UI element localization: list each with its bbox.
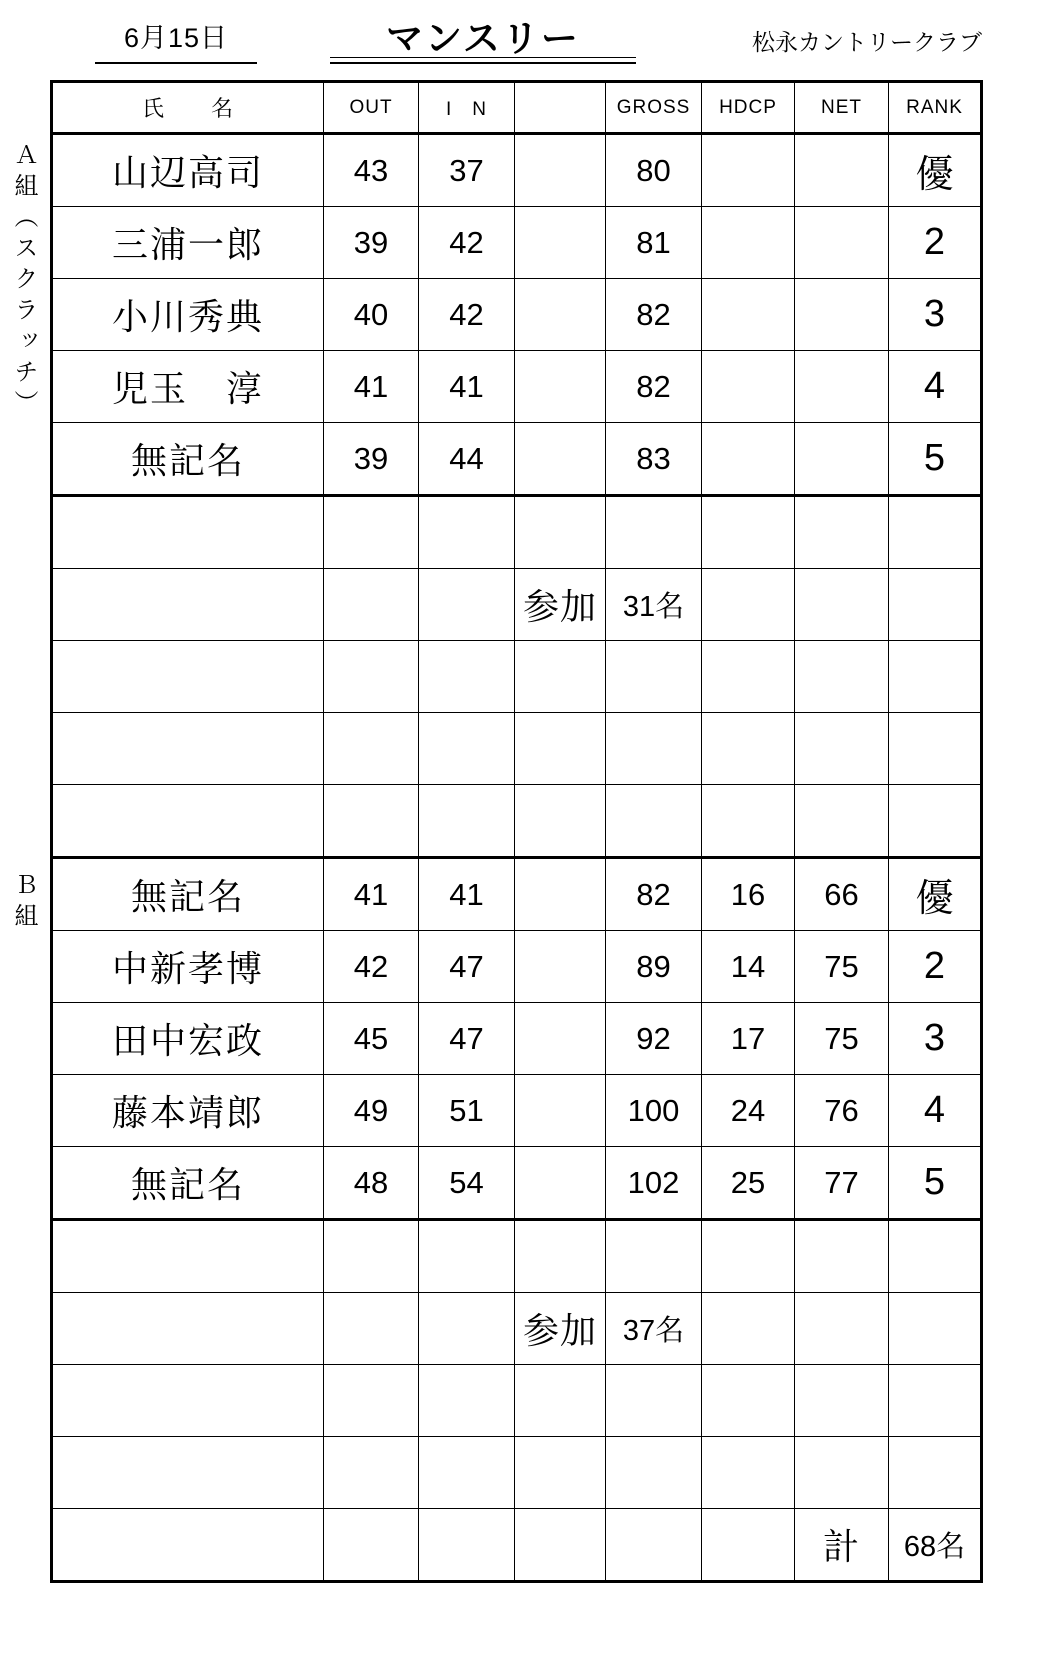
cell-blank bbox=[515, 1509, 606, 1582]
cell-out bbox=[324, 785, 419, 858]
cell-hdcp bbox=[702, 569, 795, 641]
cell-net bbox=[795, 1220, 889, 1293]
column-header-net: NET bbox=[795, 82, 889, 134]
cell-gross: 37名 bbox=[606, 1293, 702, 1365]
cell-net: 66 bbox=[795, 858, 889, 931]
cell-out bbox=[324, 641, 419, 713]
cell-out bbox=[324, 1293, 419, 1365]
cell-net bbox=[795, 423, 889, 496]
table-row bbox=[52, 858, 982, 931]
column-header-hdcp: HDCP bbox=[702, 82, 795, 134]
cell-name: 中新孝博 bbox=[52, 931, 324, 1003]
cell-net bbox=[795, 207, 889, 279]
cell-name: 三浦一郎 bbox=[52, 207, 324, 279]
cell-gross bbox=[606, 496, 702, 569]
column-header-name: 氏 名 bbox=[52, 82, 324, 134]
cell-net: 計 bbox=[795, 1509, 889, 1582]
cell-net bbox=[795, 569, 889, 641]
group-b-label: Ｂ組 bbox=[10, 872, 37, 934]
cell-hdcp bbox=[702, 713, 795, 785]
cell-name bbox=[52, 641, 324, 713]
cell-gross bbox=[606, 713, 702, 785]
cell-out bbox=[324, 1509, 419, 1582]
cell-gross: 82 bbox=[606, 279, 702, 351]
cell-name: 無記名 bbox=[52, 423, 324, 496]
cell-rank: 2 bbox=[889, 207, 982, 279]
cell-out: 39 bbox=[324, 423, 419, 496]
cell-in: 47 bbox=[419, 1003, 515, 1075]
cell-out bbox=[324, 1437, 419, 1509]
cell-name bbox=[52, 1220, 324, 1293]
cell-hdcp bbox=[702, 1220, 795, 1293]
cell-in: 37 bbox=[419, 134, 515, 207]
table-row bbox=[52, 1365, 982, 1437]
cell-blank bbox=[515, 785, 606, 858]
cell-blank bbox=[515, 931, 606, 1003]
cell-rank bbox=[889, 1293, 982, 1365]
cell-blank: 参加 bbox=[515, 569, 606, 641]
cell-rank: 優 bbox=[889, 134, 982, 207]
cell-hdcp bbox=[702, 207, 795, 279]
cell-blank bbox=[515, 1147, 606, 1220]
cell-rank: 4 bbox=[889, 1075, 982, 1147]
table-row bbox=[52, 569, 982, 641]
cell-gross: 31名 bbox=[606, 569, 702, 641]
cell-out: 48 bbox=[324, 1147, 419, 1220]
cell-out: 41 bbox=[324, 351, 419, 423]
cell-hdcp: 24 bbox=[702, 1075, 795, 1147]
cell-hdcp bbox=[702, 279, 795, 351]
event-date: 6月15日 bbox=[95, 16, 257, 64]
cell-blank bbox=[515, 207, 606, 279]
title-double-underline bbox=[330, 57, 636, 64]
cell-in bbox=[419, 713, 515, 785]
cell-blank bbox=[515, 1003, 606, 1075]
cell-blank bbox=[515, 351, 606, 423]
cell-rank bbox=[889, 785, 982, 858]
cell-in bbox=[419, 1437, 515, 1509]
cell-blank bbox=[515, 641, 606, 713]
cell-gross: 92 bbox=[606, 1003, 702, 1075]
cell-hdcp bbox=[702, 785, 795, 858]
cell-net bbox=[795, 1437, 889, 1509]
cell-gross bbox=[606, 1437, 702, 1509]
cell-out: 40 bbox=[324, 279, 419, 351]
cell-out bbox=[324, 569, 419, 641]
cell-blank bbox=[515, 134, 606, 207]
cell-in bbox=[419, 496, 515, 569]
cell-gross: 82 bbox=[606, 351, 702, 423]
cell-gross: 81 bbox=[606, 207, 702, 279]
column-header-blank bbox=[515, 82, 606, 134]
table-row bbox=[52, 423, 982, 496]
table-row bbox=[52, 1293, 982, 1365]
cell-out: 41 bbox=[324, 858, 419, 931]
cell-name: 藤本靖郎 bbox=[52, 1075, 324, 1147]
cell-gross: 80 bbox=[606, 134, 702, 207]
column-header-in: I N bbox=[419, 82, 515, 134]
cell-blank bbox=[515, 1365, 606, 1437]
cell-rank bbox=[889, 1437, 982, 1509]
cell-blank: 参加 bbox=[515, 1293, 606, 1365]
cell-rank: 2 bbox=[889, 931, 982, 1003]
cell-out: 49 bbox=[324, 1075, 419, 1147]
table-body bbox=[52, 134, 982, 1582]
cell-net bbox=[795, 641, 889, 713]
cell-net: 75 bbox=[795, 1003, 889, 1075]
cell-blank bbox=[515, 713, 606, 785]
cell-net bbox=[795, 279, 889, 351]
cell-blank bbox=[515, 858, 606, 931]
cell-name: 児玉 淳 bbox=[52, 351, 324, 423]
cell-blank bbox=[515, 1437, 606, 1509]
cell-name bbox=[52, 1437, 324, 1509]
cell-name bbox=[52, 1509, 324, 1582]
cell-out: 43 bbox=[324, 134, 419, 207]
table-row bbox=[52, 1003, 982, 1075]
cell-in bbox=[419, 785, 515, 858]
column-header-rank: RANK bbox=[889, 82, 982, 134]
table-row bbox=[52, 713, 982, 785]
cell-net: 77 bbox=[795, 1147, 889, 1220]
table-row bbox=[52, 1220, 982, 1293]
cell-hdcp bbox=[702, 351, 795, 423]
cell-hdcp bbox=[702, 496, 795, 569]
cell-name bbox=[52, 1293, 324, 1365]
cell-gross: 100 bbox=[606, 1075, 702, 1147]
cell-net bbox=[795, 713, 889, 785]
cell-in: 42 bbox=[419, 207, 515, 279]
cell-hdcp bbox=[702, 1293, 795, 1365]
cell-rank bbox=[889, 1220, 982, 1293]
cell-in bbox=[419, 569, 515, 641]
cell-gross bbox=[606, 641, 702, 713]
column-header-gross: GROSS bbox=[606, 82, 702, 134]
cell-name: 小川秀典 bbox=[52, 279, 324, 351]
cell-rank: 5 bbox=[889, 423, 982, 496]
cell-in: 41 bbox=[419, 351, 515, 423]
event-title: マンスリー bbox=[386, 18, 580, 59]
cell-out bbox=[324, 1220, 419, 1293]
table-row bbox=[52, 641, 982, 713]
cell-out: 42 bbox=[324, 931, 419, 1003]
cell-out bbox=[324, 1365, 419, 1437]
cell-name bbox=[52, 569, 324, 641]
cell-gross: 83 bbox=[606, 423, 702, 496]
table-row bbox=[52, 1437, 982, 1509]
cell-gross: 89 bbox=[606, 931, 702, 1003]
cell-net bbox=[795, 785, 889, 858]
cell-in: 47 bbox=[419, 931, 515, 1003]
cell-hdcp: 25 bbox=[702, 1147, 795, 1220]
table-row bbox=[52, 496, 982, 569]
cell-rank: 3 bbox=[889, 279, 982, 351]
score-table bbox=[50, 80, 983, 1583]
table-row bbox=[52, 1147, 982, 1220]
header-row bbox=[52, 82, 982, 134]
cell-name: 山辺高司 bbox=[52, 134, 324, 207]
cell-in bbox=[419, 1365, 515, 1437]
cell-rank bbox=[889, 1365, 982, 1437]
cell-blank bbox=[515, 279, 606, 351]
cell-in: 54 bbox=[419, 1147, 515, 1220]
cell-blank bbox=[515, 1220, 606, 1293]
cell-in bbox=[419, 1509, 515, 1582]
cell-rank bbox=[889, 713, 982, 785]
table-row bbox=[52, 931, 982, 1003]
cell-gross bbox=[606, 1220, 702, 1293]
cell-in: 44 bbox=[419, 423, 515, 496]
cell-name: 無記名 bbox=[52, 1147, 324, 1220]
table-row bbox=[52, 1075, 982, 1147]
cell-name bbox=[52, 713, 324, 785]
cell-gross: 82 bbox=[606, 858, 702, 931]
cell-net: 75 bbox=[795, 931, 889, 1003]
cell-hdcp bbox=[702, 1509, 795, 1582]
cell-out bbox=[324, 713, 419, 785]
cell-in bbox=[419, 1220, 515, 1293]
cell-blank bbox=[515, 423, 606, 496]
cell-name bbox=[52, 496, 324, 569]
cell-net bbox=[795, 351, 889, 423]
table-row bbox=[52, 351, 982, 423]
cell-name: 田中宏政 bbox=[52, 1003, 324, 1075]
cell-rank: 3 bbox=[889, 1003, 982, 1075]
cell-hdcp: 14 bbox=[702, 931, 795, 1003]
cell-out: 39 bbox=[324, 207, 419, 279]
cell-rank bbox=[889, 641, 982, 713]
cell-name bbox=[52, 785, 324, 858]
cell-hdcp bbox=[702, 423, 795, 496]
cell-rank bbox=[889, 496, 982, 569]
cell-out bbox=[324, 496, 419, 569]
cell-rank: 5 bbox=[889, 1147, 982, 1220]
cell-hdcp bbox=[702, 641, 795, 713]
cell-rank: 4 bbox=[889, 351, 982, 423]
cell-hdcp bbox=[702, 134, 795, 207]
cell-net bbox=[795, 1365, 889, 1437]
cell-gross: 102 bbox=[606, 1147, 702, 1220]
table-row bbox=[52, 207, 982, 279]
cell-net bbox=[795, 134, 889, 207]
cell-net: 76 bbox=[795, 1075, 889, 1147]
cell-rank: 68名 bbox=[889, 1509, 982, 1582]
cell-net bbox=[795, 496, 889, 569]
cell-in: 51 bbox=[419, 1075, 515, 1147]
table-row bbox=[52, 134, 982, 207]
cell-hdcp: 17 bbox=[702, 1003, 795, 1075]
group-a-label: Ａ組（スクラッチ） bbox=[10, 142, 37, 421]
cell-hdcp bbox=[702, 1365, 795, 1437]
cell-hdcp bbox=[702, 1437, 795, 1509]
cell-name: 無記名 bbox=[52, 858, 324, 931]
cell-out: 45 bbox=[324, 1003, 419, 1075]
cell-gross bbox=[606, 1365, 702, 1437]
cell-in: 41 bbox=[419, 858, 515, 931]
club-name: 松永カントリークラブ bbox=[752, 29, 982, 55]
table-row bbox=[52, 1509, 982, 1582]
cell-rank bbox=[889, 569, 982, 641]
cell-in: 42 bbox=[419, 279, 515, 351]
cell-hdcp: 16 bbox=[702, 858, 795, 931]
column-header-out: OUT bbox=[324, 82, 419, 134]
cell-in bbox=[419, 1293, 515, 1365]
cell-gross bbox=[606, 785, 702, 858]
table-row bbox=[52, 279, 982, 351]
cell-name bbox=[52, 1365, 324, 1437]
cell-rank: 優 bbox=[889, 858, 982, 931]
cell-gross bbox=[606, 1509, 702, 1582]
cell-blank bbox=[515, 1075, 606, 1147]
cell-blank bbox=[515, 496, 606, 569]
cell-in bbox=[419, 641, 515, 713]
table-row bbox=[52, 785, 982, 858]
cell-net bbox=[795, 1293, 889, 1365]
